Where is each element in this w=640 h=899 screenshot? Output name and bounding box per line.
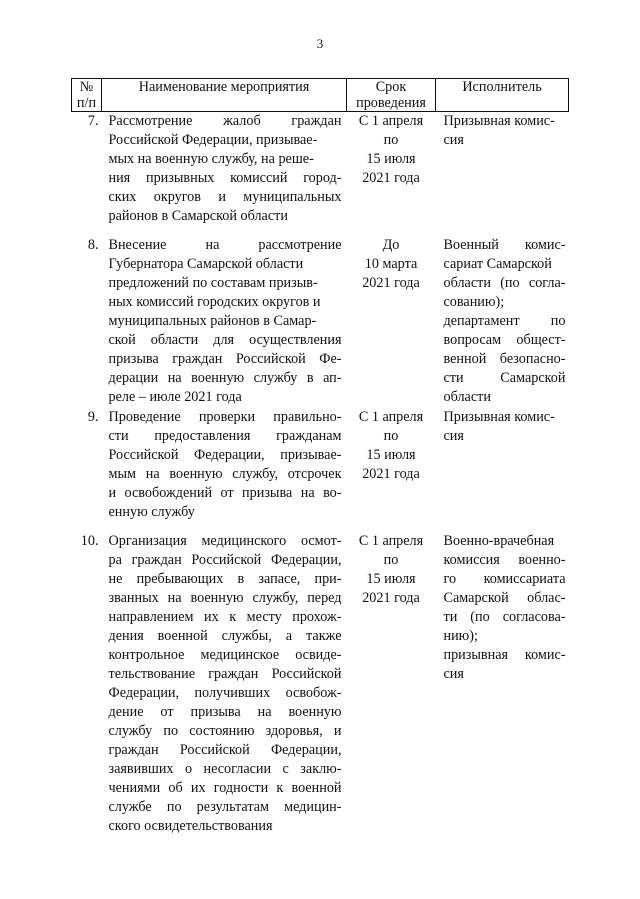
table-row xyxy=(72,408,569,532)
event-executor xyxy=(436,236,569,408)
event-deadline-line: 2021 года xyxy=(362,275,420,291)
row-number: 7. xyxy=(87,113,99,129)
event-name-line: ского освидетельствования xyxy=(108,818,273,834)
event-executor-line: призывная комис- xyxy=(443,647,566,663)
event-name-line: Внесение на рассмотрение xyxy=(108,237,342,253)
event-name-line: предложений по составам призыв- xyxy=(108,275,318,291)
page-number: 3 xyxy=(316,36,324,51)
header-name: Наименование мероприятия xyxy=(102,79,347,112)
event-name-line: контрольное медицинское освиде- xyxy=(108,647,342,663)
event-name xyxy=(102,532,347,836)
event-name-line: Проведение проверки правильно- xyxy=(108,409,342,425)
event-deadline-line: по xyxy=(383,132,399,148)
event-executor-line: области (по согла- xyxy=(443,275,566,291)
event-deadline-line: 15 июля xyxy=(366,151,416,167)
table-row xyxy=(72,532,569,836)
event-name-line: Российской Федерации, призывае- xyxy=(108,132,318,148)
event-deadline-line: 15 июля xyxy=(366,571,416,587)
event-executor-line: области xyxy=(443,389,491,405)
event-executor-line: ти (по согласова- xyxy=(443,609,566,625)
table-header-row xyxy=(72,79,569,112)
table-row xyxy=(72,236,569,408)
event-name xyxy=(102,112,347,237)
row-number: 10. xyxy=(80,533,99,549)
event-name-line: ской области для осуществления xyxy=(108,332,342,348)
row-number: 8. xyxy=(87,237,99,253)
event-executor-line: сариат Самарской xyxy=(443,256,552,272)
event-name-line: енную службу xyxy=(108,504,195,520)
event-name-line: мым на военную службу, отсрочек xyxy=(108,466,342,482)
table-row xyxy=(72,112,569,237)
event-executor-line: Призывная комис- xyxy=(443,409,555,425)
event-name-line: Российской Федерации, призывае- xyxy=(108,447,342,463)
event-executor-line: венной безопасно- xyxy=(443,351,566,367)
event-executor xyxy=(436,408,569,532)
event-executor-line: Призывная комис- xyxy=(443,113,555,129)
event-executor-line: сованию); xyxy=(443,294,505,310)
event-name-line: званных на военную службу, перед xyxy=(108,590,342,606)
event-executor-line: департамент по xyxy=(443,313,566,329)
event-deadline-line: 2021 года xyxy=(362,170,420,186)
event-executor xyxy=(436,532,569,836)
event-name-line: мых на военную службу, на реше- xyxy=(108,151,314,167)
event-name-line: Организация медицинского осмот- xyxy=(108,533,342,549)
event-name xyxy=(102,408,347,532)
event-executor-line: Военный комис- xyxy=(443,237,566,253)
event-name-line: муниципальных районов в Самар- xyxy=(108,313,317,329)
event-deadline-line: 2021 года xyxy=(362,466,420,482)
event-name-line: сти предоставления гражданам xyxy=(108,428,342,444)
event-name-line: заявивших о несогласии с заклю- xyxy=(108,761,342,777)
event-name-line: чениями об их годности к военной xyxy=(108,780,342,796)
event-name-line: тельствование граждан Российской xyxy=(108,666,342,682)
event-name-line: Рассмотрение жалоб граждан xyxy=(108,113,342,129)
header-num: № п/п xyxy=(72,79,102,112)
event-name-line: районов в Самарской области xyxy=(108,208,288,224)
event-name-line: направлением их к месту прохож- xyxy=(108,609,342,625)
event-name-line: не пребывающих в запасе, при- xyxy=(108,571,342,587)
row-number: 9. xyxy=(87,409,99,425)
event-name-line: дение от призыва на военную xyxy=(108,704,342,720)
header-date: Срок проведения xyxy=(347,79,436,112)
event-deadline-line: 10 марта xyxy=(364,256,418,272)
event-executor-line: сия xyxy=(443,666,464,682)
event-deadline xyxy=(347,532,436,836)
event-executor xyxy=(436,112,569,237)
event-executor-line: сия xyxy=(443,132,464,148)
event-name-line: ных комиссий городских округов и xyxy=(108,294,321,310)
event-executor-line: нию); xyxy=(443,628,478,644)
event-deadline-line: 2021 года xyxy=(362,590,420,606)
event-name-line: ния призывных комиссий город- xyxy=(108,170,342,186)
event-name-line: службе по результатам медицин- xyxy=(108,799,342,815)
event-name-line: призыва граждан Российской Фе- xyxy=(108,351,342,367)
header-exec: Исполнитель xyxy=(436,79,569,112)
event-name-line: реле – июле 2021 года xyxy=(108,389,242,405)
event-deadline-line: по xyxy=(383,428,399,444)
event-deadline xyxy=(347,408,436,532)
event-executor-line: сия xyxy=(443,428,464,444)
event-name-line: Губернатора Самарской области xyxy=(108,256,304,272)
event-name-line: Федерации, получивших освобож- xyxy=(108,685,342,701)
event-deadline-line: До xyxy=(382,237,400,253)
event-name-line: дерации на военную службу в ап- xyxy=(108,370,342,386)
event-deadline xyxy=(347,236,436,408)
event-name-line: ра граждан Российской Федерации, xyxy=(108,552,342,568)
event-name-line: ских округов и муниципальных xyxy=(108,189,342,205)
table-body xyxy=(72,112,569,837)
event-name-line: и освобождений от призыва на во- xyxy=(108,485,342,501)
event-executor-line: го комиссариата xyxy=(443,571,566,587)
event-executor-line: сти Самарской xyxy=(443,370,566,386)
event-executor-line: Самарской облас- xyxy=(443,590,566,606)
events-table xyxy=(71,78,569,836)
event-deadline xyxy=(347,112,436,237)
event-deadline-line: С 1 апреля xyxy=(358,409,424,425)
event-deadline-line: С 1 апреля xyxy=(358,533,424,549)
event-deadline-line: 15 июля xyxy=(366,447,416,463)
event-name-line: граждан Российской Федерации, xyxy=(108,742,342,758)
event-executor-line: комиссия военно- xyxy=(443,552,566,568)
event-name xyxy=(102,236,347,408)
event-deadline-line: С 1 апреля xyxy=(358,113,424,129)
event-executor-line: вопросам общест- xyxy=(443,332,566,348)
event-deadline-line: по xyxy=(383,552,399,568)
event-name-line: дения военной службы, а также xyxy=(108,628,342,644)
event-name-line: службу по состоянию здоровья, и xyxy=(108,723,342,739)
event-executor-line: Военно-врачебная xyxy=(443,533,555,549)
